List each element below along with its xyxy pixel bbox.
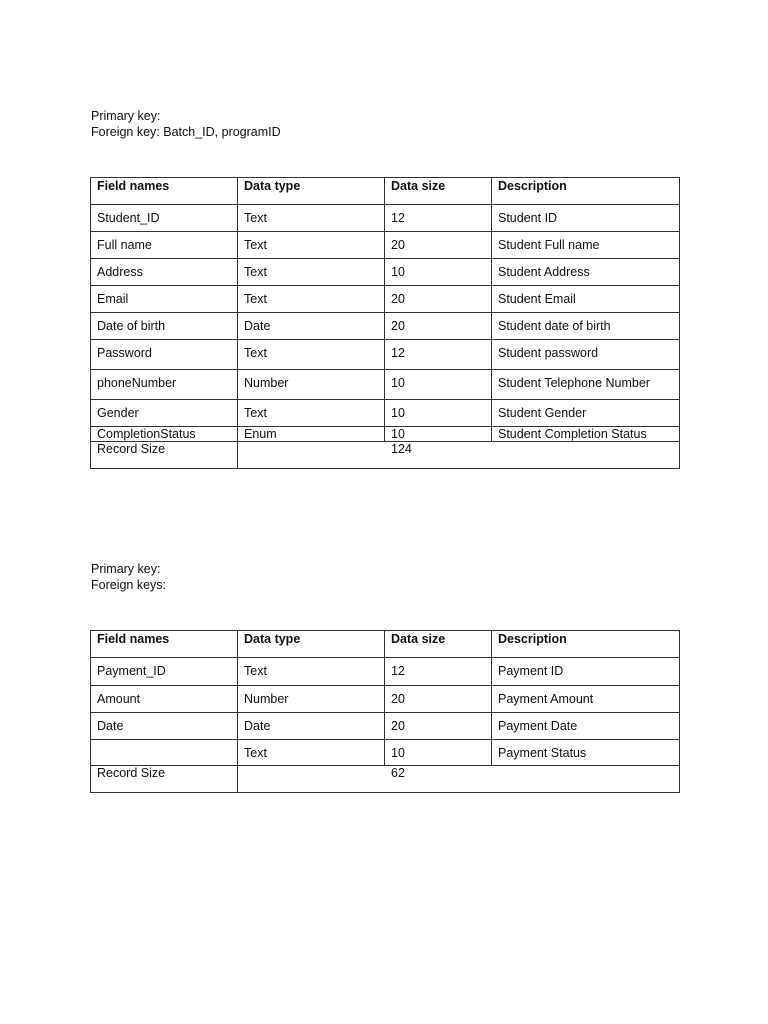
header-data-type: Data type — [238, 178, 385, 205]
record-size-row — [91, 766, 680, 793]
data-type-cell: Date — [238, 313, 385, 340]
field-name-cell: Password — [91, 340, 238, 370]
data-type-cell: Number — [238, 370, 385, 400]
data-type-cell: Text — [238, 286, 385, 313]
field-name-cell: Date — [91, 713, 238, 740]
record-size-value: 62 — [238, 766, 680, 793]
table-row — [91, 740, 680, 766]
description-cell: Student ID — [492, 205, 680, 232]
description-cell: Payment Date — [492, 713, 680, 740]
table-row — [91, 400, 680, 427]
table-header-row — [91, 178, 680, 205]
record-size-row — [91, 442, 680, 469]
data-type-cell: Text — [238, 658, 385, 686]
table-row — [91, 370, 680, 400]
data-type-cell: Number — [238, 686, 385, 713]
foreign-key-label: Foreign key: Batch_ID, programID — [91, 125, 281, 139]
description-cell: Student password — [492, 340, 680, 370]
header-description: Description — [492, 631, 680, 658]
description-cell: Student Completion Status — [492, 427, 680, 442]
data-type-cell: Date — [238, 713, 385, 740]
field-name-cell: CompletionStatus — [91, 427, 238, 442]
foreign-keys-label: Foreign keys: — [91, 578, 167, 592]
description-cell: Student date of birth — [492, 313, 680, 340]
table-row — [91, 658, 680, 686]
data-type-cell: Text — [238, 340, 385, 370]
description-cell: Student Address — [492, 259, 680, 286]
data-size-cell: 12 — [385, 205, 492, 232]
field-name-cell: Full name — [91, 232, 238, 259]
data-type-cell: Text — [238, 400, 385, 427]
table-row — [91, 259, 680, 286]
student-table — [90, 177, 680, 469]
data-size-cell: 20 — [385, 686, 492, 713]
table-row — [91, 427, 680, 442]
data-size-cell: 12 — [385, 340, 492, 370]
data-size-cell: 20 — [385, 232, 492, 259]
record-size-label: Record Size — [91, 766, 238, 793]
data-size-cell: 10 — [385, 370, 492, 400]
data-size-cell: 12 — [385, 658, 492, 686]
data-size-cell: 10 — [385, 259, 492, 286]
field-name-cell: Gender — [91, 400, 238, 427]
data-size-cell: 10 — [385, 400, 492, 427]
description-cell: Payment Status — [492, 740, 680, 766]
description-cell: Payment ID — [492, 658, 680, 686]
table-row — [91, 340, 680, 370]
field-name-cell: Payment_ID — [91, 658, 238, 686]
record-size-label: Record Size — [91, 442, 238, 469]
record-size-value: 124 — [238, 442, 680, 469]
table-row — [91, 232, 680, 259]
header-description: Description — [492, 178, 680, 205]
primary-key-label: Primary key: — [91, 109, 161, 123]
data-size-cell: 10 — [385, 427, 492, 442]
data-size-cell: 20 — [385, 286, 492, 313]
field-name-cell: Date of birth — [91, 313, 238, 340]
description-cell: Student Full name — [492, 232, 680, 259]
field-name-cell: Address — [91, 259, 238, 286]
data-type-cell: Text — [238, 232, 385, 259]
field-name-cell: Email — [91, 286, 238, 313]
field-name-cell: Amount — [91, 686, 238, 713]
header-data-type: Data type — [238, 631, 385, 658]
primary-key-label: Primary key: — [91, 562, 161, 576]
section2-keys — [91, 561, 166, 593]
table-row — [91, 286, 680, 313]
table-row — [91, 686, 680, 713]
header-field-names: Field names — [91, 178, 238, 205]
data-size-cell: 20 — [385, 313, 492, 340]
header-field-names: Field names — [91, 631, 238, 658]
field-name-cell: Student_ID — [91, 205, 238, 232]
table-row — [91, 205, 680, 232]
data-size-cell: 20 — [385, 713, 492, 740]
data-type-cell: Enum — [238, 427, 385, 442]
description-cell: Student Gender — [492, 400, 680, 427]
data-type-cell: Text — [238, 740, 385, 766]
description-cell: Student Telephone Number — [492, 370, 680, 400]
data-type-cell: Text — [238, 205, 385, 232]
section1-keys — [91, 108, 281, 140]
data-type-cell: Text — [238, 259, 385, 286]
data-size-cell: 10 — [385, 740, 492, 766]
table-row — [91, 713, 680, 740]
table-header-row — [91, 631, 680, 658]
description-cell: Student Email — [492, 286, 680, 313]
field-name-cell: phoneNumber — [91, 370, 238, 400]
field-name-cell — [91, 740, 238, 766]
table-row — [91, 313, 680, 340]
payment-table — [90, 630, 680, 793]
header-data-size: Data size — [385, 178, 492, 205]
description-cell: Payment Amount — [492, 686, 680, 713]
header-data-size: Data size — [385, 631, 492, 658]
